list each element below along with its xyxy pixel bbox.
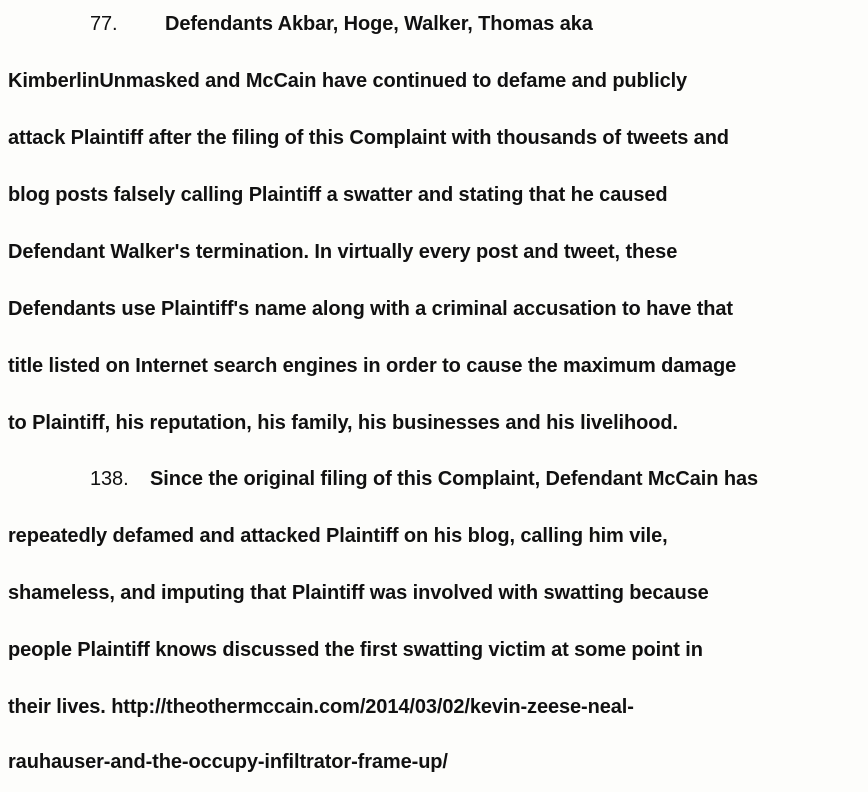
paragraph-line: their lives. http://theothermccain.com/2014/03/02/kevin-zeese-neal-: [8, 696, 634, 718]
paragraph-line: Defendants Akbar, Hoge, Walker, Thomas aka: [165, 13, 593, 35]
paragraph-line: Defendants use Plaintiff's name along with a criminal accusation to have that: [8, 298, 733, 320]
paragraph-line: rauhauser-and-the-occupy-infiltrator-frame-up/: [8, 751, 448, 773]
paragraph-number-77: 77.: [90, 13, 118, 35]
paragraph-line: shameless, and imputing that Plaintiff was involved with swatting because: [8, 582, 709, 604]
paragraph-line: Since the original filing of this Complaint, Defendant McCain has: [150, 468, 758, 490]
paragraph-line: Defendant Walker's termination. In virtually every post and tweet, these: [8, 241, 678, 263]
paragraph-number-138: 138.: [90, 468, 129, 490]
paragraph-line: people Plaintiff knows discussed the first swatting victim at some point in: [8, 639, 703, 661]
paragraph-77-line-1: [90, 10, 593, 38]
paragraph-line: title listed on Internet search engines in order to cause the maximum damage: [8, 355, 737, 377]
paragraph-line: KimberlinUnmasked and McCain have continued to defame and publicly: [8, 70, 688, 92]
paragraph-line: attack Plaintiff after the filing of this Complaint with thousands of tweets and: [8, 127, 729, 149]
paragraph-line: blog posts falsely calling Plaintiff a swatter and stating that he caused: [8, 184, 668, 206]
paragraph-line: to Plaintiff, his reputation, his family, his businesses and his livelihood.: [8, 412, 678, 434]
paragraph-138-line-1: [90, 465, 758, 493]
paragraph-line: repeatedly defamed and attacked Plaintiff on his blog, calling him vile,: [8, 525, 668, 547]
